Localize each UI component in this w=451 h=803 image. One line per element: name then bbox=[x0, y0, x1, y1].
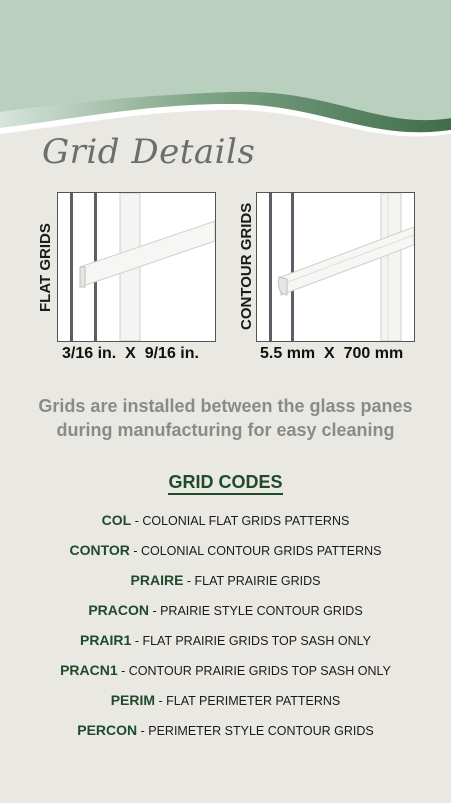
installation-note-line-2: during manufacturing for easy cleaning bbox=[56, 420, 395, 440]
contour-grids-dimension: 5.5 mm X 700 mm bbox=[260, 345, 404, 362]
flat-grids-dimension: 3/16 in. X 9/16 in. bbox=[62, 345, 199, 362]
grid-code: PERIM bbox=[110, 692, 156, 708]
grid-code-row bbox=[0, 542, 451, 558]
grid-code: PERCON bbox=[77, 722, 138, 738]
grid-code-row bbox=[0, 662, 451, 678]
grid-code-description: - COLONIAL CONTOUR GRIDS PATTERNS bbox=[129, 544, 382, 558]
grid-code-row bbox=[0, 722, 451, 738]
grid-codes-heading bbox=[0, 472, 451, 493]
grid-code: PRAIRE bbox=[130, 572, 184, 588]
grid-code-row bbox=[0, 692, 451, 708]
contour-grids-image bbox=[256, 192, 415, 342]
grid-code-description: - FLAT PERIMETER PATTERNS bbox=[155, 694, 341, 708]
grid-code-row bbox=[0, 632, 451, 648]
grid-code-row bbox=[0, 572, 451, 588]
grid-code-row bbox=[0, 602, 451, 618]
grid-code: PRAIR1 bbox=[79, 632, 132, 648]
grid-code-description: - COLONIAL FLAT GRIDS PATTERNS bbox=[131, 514, 350, 528]
grid-code-description: - PERIMETER STYLE CONTOUR GRIDS bbox=[137, 724, 374, 738]
header-wave-banner bbox=[0, 0, 451, 150]
grid-code: COL bbox=[101, 512, 132, 528]
grid-code: PRACN1 bbox=[60, 662, 118, 678]
grid-code: CONTOR bbox=[69, 542, 130, 558]
contour-grids-label: CONTOUR GRIDS bbox=[238, 202, 255, 330]
flat-grids-image bbox=[57, 192, 216, 342]
page-title: Grid Details bbox=[42, 132, 256, 172]
grid-codes-heading-text: GRID CODES bbox=[168, 472, 282, 495]
grid-code-description: - PRAIRIE STYLE CONTOUR GRIDS bbox=[148, 604, 363, 618]
grid-code-description: - FLAT PRAIRIE GRIDS bbox=[183, 574, 321, 588]
installation-note-line-1: Grids are installed between the glass panes bbox=[38, 396, 413, 416]
grid-code-row bbox=[0, 512, 451, 528]
flat-grids-label: FLAT GRIDS bbox=[37, 223, 54, 312]
grid-code-description: - FLAT PRAIRIE GRIDS TOP SASH ONLY bbox=[131, 634, 371, 648]
grid-code: PRACON bbox=[88, 602, 149, 618]
grid-code-description: - CONTOUR PRAIRIE GRIDS TOP SASH ONLY bbox=[117, 664, 391, 678]
